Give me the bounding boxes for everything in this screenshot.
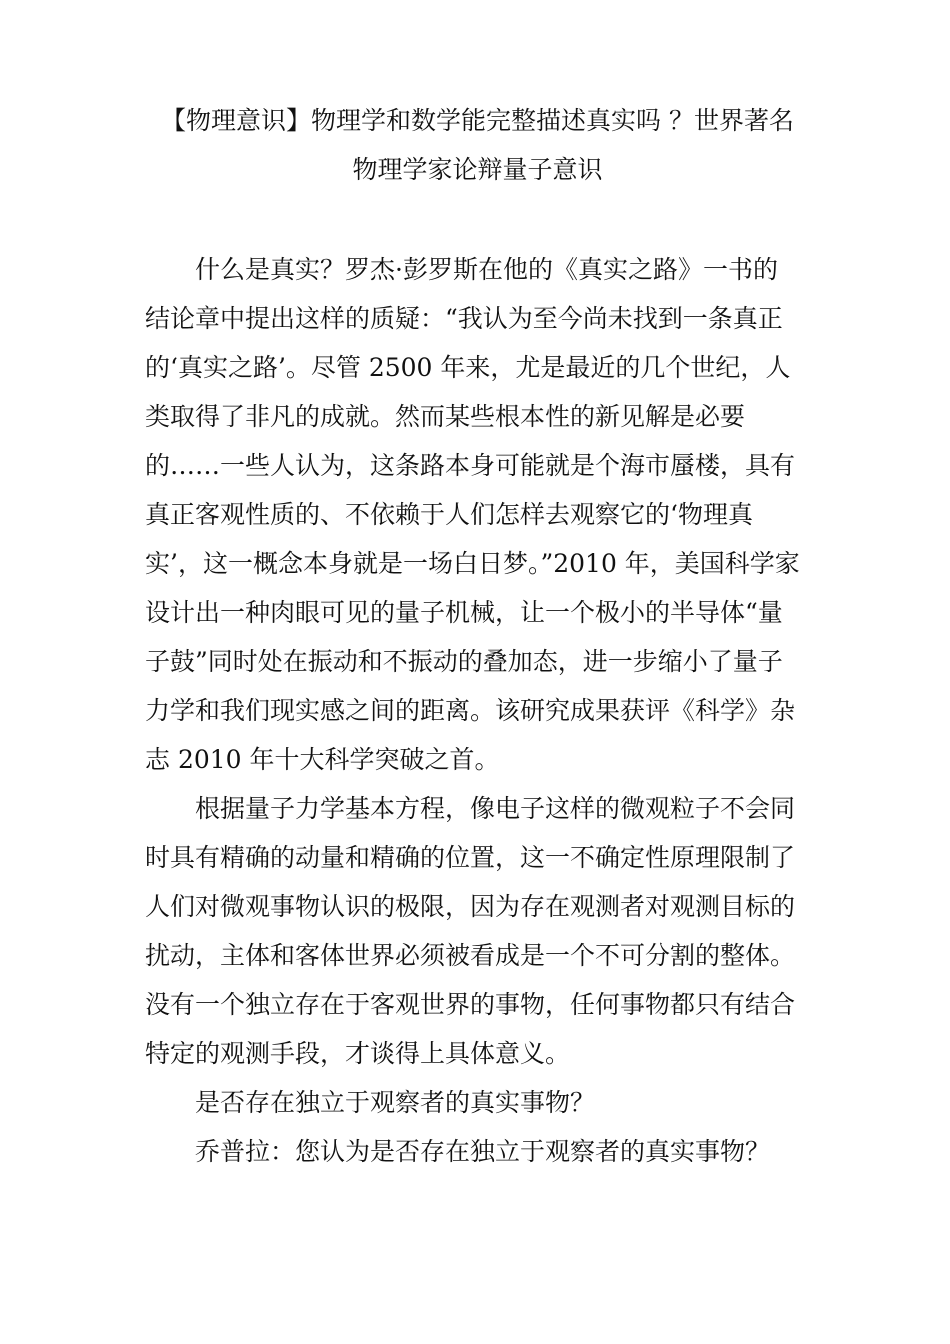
text-line: 子鼓”同时处在振动和不振动的叠加态，进一步缩小了量子 <box>145 647 783 676</box>
text-line: 时具有精确的动量和精确的位置，这一不确定性原理限制了 <box>145 843 796 872</box>
paragraph-intro <box>145 245 815 784</box>
text-line: 结论章中提出这样的质疑：“我认为至今尚未找到一条真正 <box>145 304 783 333</box>
text-line: 乔普拉：您认为是否存在独立于观察者的真实事物？ <box>195 1137 771 1166</box>
text-line: 是否存在独立于观察者的真实事物？ <box>195 1088 596 1117</box>
document-body <box>145 245 815 1176</box>
text-line: 设计出一种肉眼可见的量子机械，让一个极小的半导体“量 <box>145 598 783 627</box>
paragraph-uncertainty <box>145 784 815 1078</box>
text-line: 的‘真实之路’。尽管 2500 年来，尤是最近的几个世纪，人 <box>145 353 791 382</box>
text-line: 的……一些人认为，这条路本身可能就是个海市蜃楼，具有 <box>145 451 796 480</box>
section-question <box>145 1078 815 1127</box>
text-line: 人们对微观事物认识的极限，因为存在观测者对观测目标的 <box>145 892 796 921</box>
title-line: 【物理意识】物理学和数学能完整描述真实吗 ？世界著名 <box>161 106 794 135</box>
text-line: 实’，这一概念本身就是一场白日梦。”2010 年，美国科学家 <box>145 549 800 578</box>
text-line: 什么是真实？罗杰·彭罗斯在他的《真实之路》一书的 <box>195 255 778 284</box>
text-line: 特定的观测手段，才谈得上具体意义。 <box>145 1039 571 1068</box>
text-line: 真正客观性质的、不依赖于人们怎样去观察它的‘物理真 <box>145 500 753 529</box>
dialogue-line <box>145 1127 815 1176</box>
text-line: 力学和我们现实感之间的距离。该研究成果获评《科学》杂 <box>145 696 796 725</box>
text-line: 根据量子力学基本方程，像电子这样的微观粒子不会同 <box>195 794 796 823</box>
text-line: 扰动，主体和客体世界必须被看成是一个不可分割的整体。 <box>145 941 796 970</box>
document-title <box>140 96 815 194</box>
text-line: 没有一个独立存在于客观世界的事物，任何事物都只有结合 <box>145 990 796 1019</box>
text-line: 类取得了非凡的成就。然而某些根本性的新见解是必要 <box>145 402 746 431</box>
text-line: 志 2010 年十大科学突破之首。 <box>145 745 500 774</box>
title-line: 物理学家论辩量子意识 <box>352 155 603 184</box>
